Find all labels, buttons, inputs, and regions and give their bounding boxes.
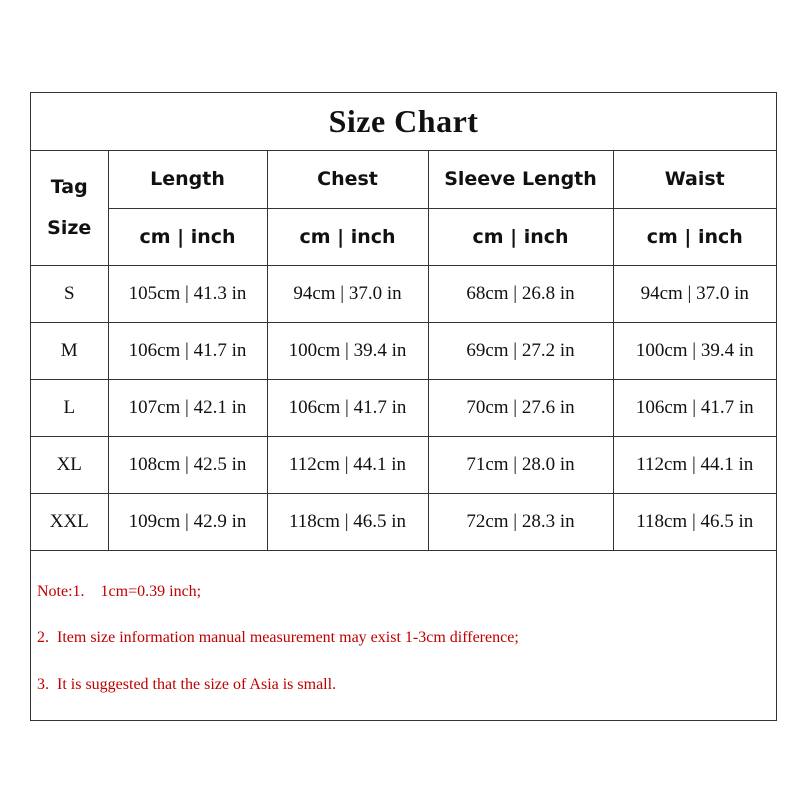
size-table — [31, 151, 776, 551]
size-cell: M — [31, 322, 108, 379]
tag-size-header — [31, 151, 108, 265]
chest-cell: 94cm | 37.0 in — [267, 265, 428, 322]
table-row — [31, 436, 776, 493]
length-cell: 108cm | 42.5 in — [108, 436, 267, 493]
table-row — [31, 493, 776, 550]
sleeve-length-cell: 72cm | 28.3 in — [428, 493, 613, 550]
sleeve-length-cell: 70cm | 27.6 in — [428, 379, 613, 436]
size-cell: L — [31, 379, 108, 436]
tag-label: Tag — [50, 175, 88, 198]
length-cell: 109cm | 42.9 in — [108, 493, 267, 550]
chart-title: Size Chart — [31, 93, 776, 151]
column-header-chest: Chest — [267, 151, 428, 208]
header-row — [31, 151, 776, 208]
length-cell: 105cm | 41.3 in — [108, 265, 267, 322]
chest-cell: 112cm | 44.1 in — [267, 436, 428, 493]
unit-label: cm | inch — [613, 208, 776, 265]
waist-cell: 112cm | 44.1 in — [613, 436, 776, 493]
table-row — [31, 322, 776, 379]
note-2: 2. Item size information manual measurement may exist 1-3cm difference; — [37, 629, 519, 646]
length-cell: 107cm | 42.1 in — [108, 379, 267, 436]
unit-label: cm | inch — [108, 208, 267, 265]
table-row — [31, 379, 776, 436]
note-1: Note:1. 1cm=0.39 inch; — [37, 583, 202, 600]
waist-cell: 106cm | 41.7 in — [613, 379, 776, 436]
size-cell: XXL — [31, 493, 108, 550]
unit-label: cm | inch — [428, 208, 613, 265]
chest-cell: 118cm | 46.5 in — [267, 493, 428, 550]
size-chart — [30, 92, 777, 721]
waist-cell: 100cm | 39.4 in — [613, 322, 776, 379]
column-header-waist: Waist — [613, 151, 776, 208]
size-cell: S — [31, 265, 108, 322]
column-header-sleeve-length: Sleeve Length — [428, 151, 613, 208]
unit-row — [31, 208, 776, 265]
size-cell: XL — [31, 436, 108, 493]
sleeve-length-cell: 69cm | 27.2 in — [428, 322, 613, 379]
waist-cell: 94cm | 37.0 in — [613, 265, 776, 322]
sleeve-length-cell: 68cm | 26.8 in — [428, 265, 613, 322]
note-3: 3. It is suggested that the size of Asia is small. — [37, 676, 337, 693]
unit-label: cm | inch — [267, 208, 428, 265]
column-header-length: Length — [108, 151, 267, 208]
chest-cell: 106cm | 41.7 in — [267, 379, 428, 436]
size-label: Size — [47, 216, 92, 239]
table-row — [31, 265, 776, 322]
chest-cell: 100cm | 39.4 in — [267, 322, 428, 379]
sleeve-length-cell: 71cm | 28.0 in — [428, 436, 613, 493]
length-cell: 106cm | 41.7 in — [108, 322, 267, 379]
waist-cell: 118cm | 46.5 in — [613, 493, 776, 550]
